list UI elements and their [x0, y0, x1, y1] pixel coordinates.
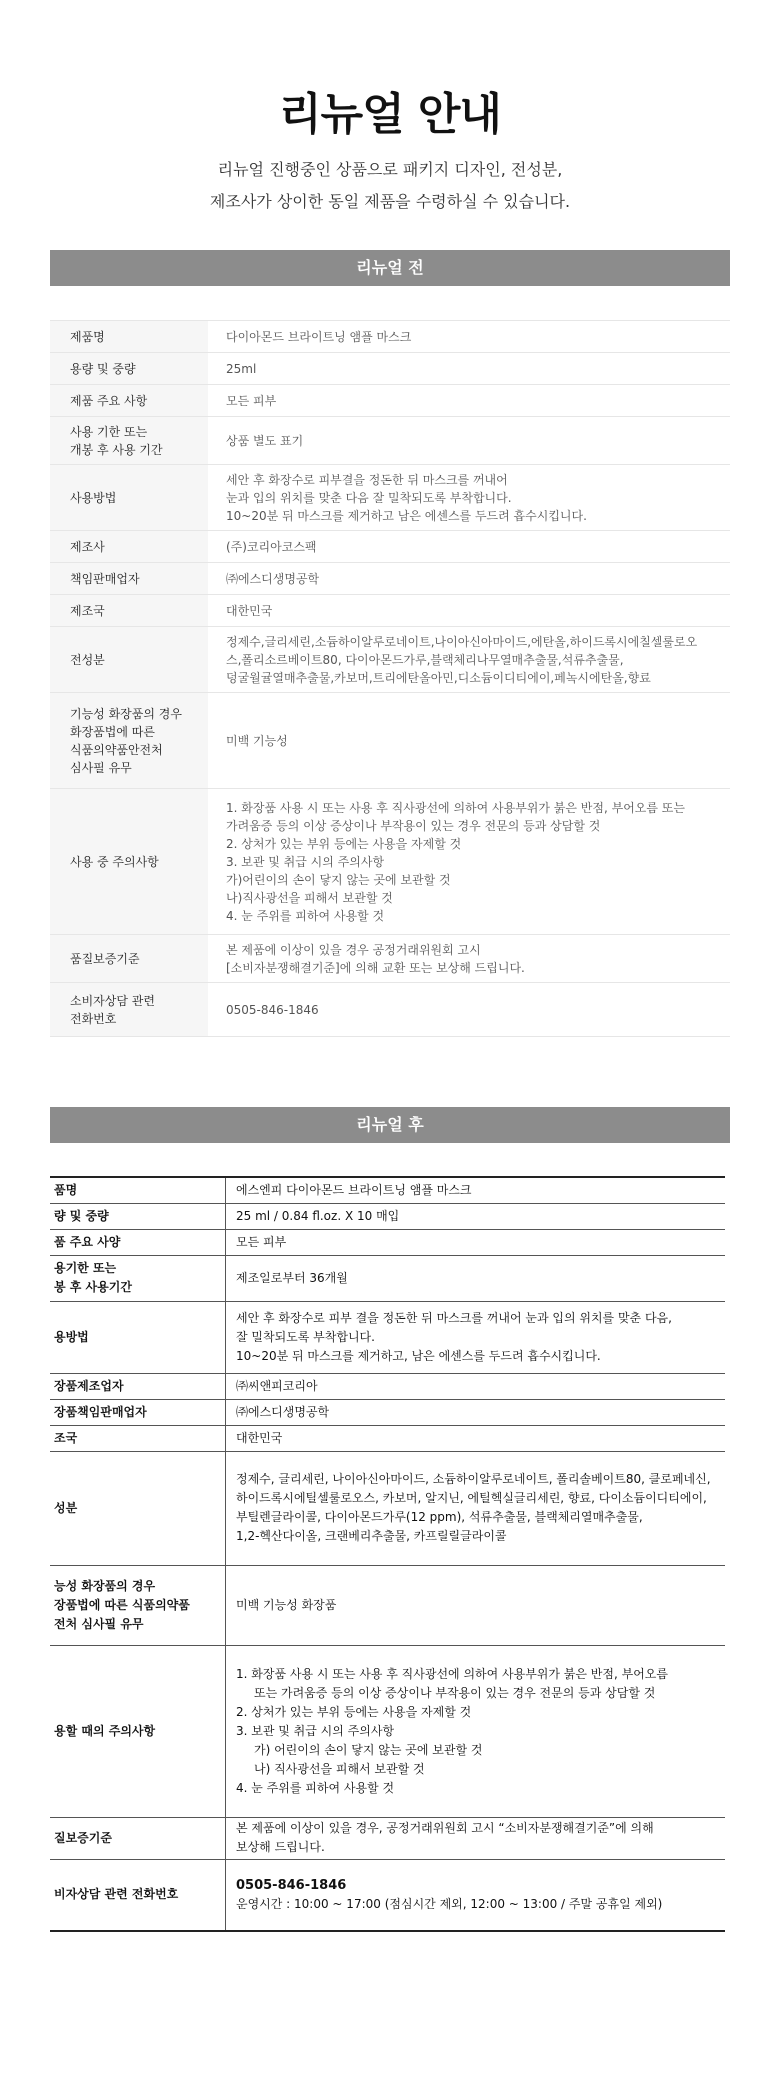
value-line: 1,2-헥산다이올, 크랜베리추출물, 카프릴릴글라이콜 [236, 1529, 507, 1543]
value-line: 모든 피부 [236, 1234, 287, 1249]
row-value [208, 531, 730, 563]
table-row [50, 1203, 725, 1229]
row-value [208, 693, 730, 789]
row-label [50, 1301, 226, 1373]
row-label [50, 693, 208, 789]
label-line: 책임판매업자 [70, 571, 140, 586]
value-line: 부틸렌글라이콜, 다이아몬드가루(12 ppm), 석류추출물, 블랙체리열매추출물, [236, 1510, 643, 1524]
row-label [50, 789, 208, 935]
table-row [50, 465, 730, 531]
row-value [226, 1645, 726, 1817]
label-line: 사용 기한 또는 [70, 424, 148, 439]
value-line: 정제수, 글리세린, 나이아신아마이드, 소듐하이알루로네이트, 폴리솔베이트80, 클로페네신, [236, 1472, 711, 1486]
value-line: 나) 직사광선을 피해서 보관할 것 [254, 1761, 425, 1776]
value-line: 3. 보관 및 취급 시의 주의사항 [236, 1723, 395, 1738]
row-label [50, 563, 208, 595]
table-row [50, 1301, 725, 1373]
table-row [50, 531, 730, 563]
row-value [208, 417, 730, 465]
table-row [50, 417, 730, 465]
row-value [226, 1301, 726, 1373]
label-line: 능성 화장품의 경우 [54, 1578, 156, 1593]
value-line: 본 제품에 이상이 있을 경우 공정거래위원회 고시 [226, 942, 481, 957]
label-line: 조국 [54, 1430, 78, 1445]
row-value [226, 1425, 726, 1451]
value-line: 대한민국 [226, 603, 273, 618]
label-line: 용방법 [54, 1329, 89, 1344]
table-row [50, 1373, 725, 1399]
table-row [50, 693, 730, 789]
value-line: 세안 후 화장수로 피부 결을 정돈한 뒤 마스크를 꺼내어 눈과 입의 위치를 맞춘 다음, [236, 1310, 672, 1325]
value-line: 25ml [226, 361, 257, 376]
value-line: 에스엔피 다이아몬드 브라이트닝 앰플 마스크 [236, 1182, 472, 1197]
value-line: 가) 어린이의 손이 닿지 않는 곳에 보관할 것 [254, 1742, 483, 1757]
value-line: ㈜에스디생명공학 [236, 1404, 330, 1419]
value-line: 잘 밀착되도록 부착합니다. [236, 1329, 375, 1344]
table-row [50, 1255, 725, 1301]
row-label [50, 531, 208, 563]
value-line: 눈과 입의 위치를 맞춘 다음 잘 밀착되도록 부착합니다. [226, 490, 512, 505]
value-line: 미백 기능성 화장품 [236, 1597, 337, 1612]
table-row [50, 385, 730, 417]
row-value [208, 321, 730, 353]
label-line: 심사필 유무 [70, 760, 132, 775]
value-line: 0505-846-1846 [226, 1002, 319, 1017]
label-line: 식품의약품안전처 [70, 742, 163, 757]
value-line: 덩굴월귤열매추출물,카보머,트리에탄올아민,디소듐이디티에이,페녹시에탄올,향료 [226, 670, 651, 685]
intro-line: 리뉴얼 진행중인 상품으로 패키지 디자인, 전성분, [217, 160, 563, 179]
row-value [208, 789, 730, 935]
table-row [50, 983, 730, 1037]
after-info-table [50, 1176, 725, 1932]
row-label [50, 1399, 226, 1425]
value-line: 3. 보관 및 취급 시의 주의사항 [226, 854, 385, 869]
row-value [226, 1229, 726, 1255]
label-line: 제품명 [70, 329, 105, 344]
label-line: 량 및 중량 [54, 1208, 109, 1223]
label-line: 제조사 [70, 539, 105, 554]
value-line: 2. 상처가 있는 부위 등에는 사용을 자제할 것 [226, 836, 462, 851]
value-line: 상품 별도 표기 [226, 433, 304, 448]
table-row [50, 1451, 725, 1565]
value-line: 25 ml / 0.84 fl.oz. X 10 매입 [236, 1208, 400, 1223]
row-label [50, 353, 208, 385]
label-line: 품 주요 사양 [54, 1234, 121, 1249]
row-label [50, 1255, 226, 1301]
label-line: 용량 및 중량 [70, 361, 136, 376]
value-line: ㈜씨앤피코리아 [236, 1378, 318, 1393]
value-line: 4. 눈 주위를 피하여 사용할 것 [226, 908, 385, 923]
intro-line: 제조사가 상이한 동일 제품을 수령하실 수 있습니다. [209, 192, 571, 211]
row-value [226, 1203, 726, 1229]
value-line: 10~20분 뒤 마스크를 제거하고 남은 에센스를 두드려 흡수시킵니다. [226, 508, 587, 523]
value-line: 4. 눈 주위를 피하여 사용할 것 [236, 1780, 395, 1795]
row-value [208, 983, 730, 1037]
page-title: 리뉴얼 안내 [279, 89, 501, 140]
row-label [50, 935, 208, 983]
value-line: 1. 화장품 사용 시 또는 사용 후 직사광선에 의하여 사용부위가 붉은 반점, 부어오름 또는 [226, 800, 685, 815]
value-line: 본 제품에 이상이 있을 경우, 공정거래위원회 고시 “소비자분쟁해결기준”에 의해 [236, 1821, 654, 1835]
row-label [50, 1203, 226, 1229]
value-line: 운영시간 : 10:00 ~ 17:00 (점심시간 제외, 12:00 ~ 13:00 / 주말 공휴일 제외) [236, 1896, 663, 1911]
label-line: 사용 중 주의사항 [70, 854, 159, 869]
row-value [208, 465, 730, 531]
row-value [226, 1399, 726, 1425]
row-value [208, 353, 730, 385]
table-row [50, 1859, 725, 1931]
value-line: 가려움증 등의 이상 증상이나 부작용이 있는 경우 전문의 등과 상담할 것 [226, 818, 601, 833]
label-line: 제조국 [70, 603, 105, 618]
table-row [50, 1177, 725, 1203]
label-line: 전처 심사필 유무 [54, 1616, 144, 1631]
row-value [208, 385, 730, 417]
table-row [50, 563, 730, 595]
row-label [50, 1451, 226, 1565]
table-row [50, 1817, 725, 1859]
row-label [50, 385, 208, 417]
value-line: 제조일로부터 36개월 [236, 1270, 348, 1285]
table-row [50, 789, 730, 935]
label-line: 봉 후 사용기간 [54, 1280, 132, 1294]
row-label [50, 1859, 226, 1931]
value-line: 1. 화장품 사용 시 또는 사용 후 직사광선에 의하여 사용부위가 붉은 반점, 부어오름 [236, 1666, 668, 1681]
row-label [50, 983, 208, 1037]
section-header-after: 리뉴얼 후 [50, 1107, 730, 1143]
label-line: 제품 주요 사항 [70, 393, 148, 408]
table-row [50, 1229, 725, 1255]
before-info-table [50, 320, 730, 1037]
table-row [50, 1645, 725, 1817]
label-line: 비자상담 관련 전화번호 [54, 1887, 179, 1902]
row-label [50, 321, 208, 353]
row-label [50, 595, 208, 627]
label-line: 기능성 화장품의 경우 [70, 706, 182, 721]
value-line: [소비자분쟁해결기준]에 의해 교환 또는 보상해 드립니다. [226, 960, 525, 975]
value-line: 나)직사광선을 피해서 보관할 것 [226, 890, 393, 905]
row-label [50, 417, 208, 465]
row-label [50, 1645, 226, 1817]
table-row [50, 1399, 725, 1425]
row-value [226, 1177, 726, 1203]
row-value [208, 627, 730, 693]
value-line: 가)어린이의 손이 닿지 않는 곳에 보관할 것 [226, 872, 451, 887]
row-value [226, 1255, 726, 1301]
intro-text [0, 154, 780, 218]
label-line: 화장품법에 따른 [70, 724, 155, 739]
row-value [226, 1565, 726, 1645]
row-value [226, 1859, 726, 1931]
row-value [226, 1451, 726, 1565]
row-label [50, 1565, 226, 1645]
value-line: 하이드록시에틸셀룰로오스, 카보머, 알지닌, 에틸헥실글리세린, 향료, 다이소듐이디티에이, [236, 1491, 707, 1505]
table-row [50, 321, 730, 353]
label-line: 장품법에 따른 식품의약품 [54, 1597, 190, 1612]
value-line: 모든 피부 [226, 393, 277, 408]
value-line: 정제수,글리세린,소듐하이알루로네이트,나이아신아마이드,에탄올,하이드록시에칠셀룰로오 [226, 634, 698, 649]
row-value [208, 935, 730, 983]
row-value [226, 1817, 726, 1859]
label-line: 성분 [54, 1500, 78, 1515]
value-line: 0505-846-1846 [236, 1877, 347, 1893]
label-line: 용할 때의 주의사항 [54, 1723, 156, 1738]
row-label [50, 627, 208, 693]
value-line: ㈜에스디생명공학 [226, 571, 320, 586]
table-row [50, 353, 730, 385]
table-row [50, 1565, 725, 1645]
table-row [50, 627, 730, 693]
value-line: 대한민국 [236, 1430, 283, 1445]
row-label [50, 1373, 226, 1399]
label-line: 전성분 [70, 652, 105, 667]
label-line: 장품제조업자 [54, 1378, 124, 1393]
label-line: 개봉 후 사용 기간 [70, 442, 163, 457]
label-line: 사용방법 [70, 490, 117, 505]
label-line: 장품책임판매업자 [54, 1404, 147, 1419]
label-line: 용기한 또는 [54, 1261, 117, 1275]
label-line: 품명 [54, 1182, 78, 1197]
value-line: 2. 상처가 있는 부위 등에는 사용을 자제할 것 [236, 1704, 472, 1719]
value-line: 보상해 드립니다. [236, 1840, 325, 1854]
value-line: 미백 기능성 [226, 733, 288, 748]
label-line: 소비자상담 관련 [70, 993, 155, 1008]
row-label [50, 1177, 226, 1203]
value-line: (주)코리아코스팩 [226, 539, 317, 554]
table-row [50, 595, 730, 627]
value-line: 세안 후 화장수로 피부결을 정돈한 뒤 마스크를 꺼내어 [226, 472, 508, 487]
row-label [50, 1229, 226, 1255]
label-line: 전화번호 [70, 1011, 117, 1026]
row-value [226, 1373, 726, 1399]
table-row [50, 935, 730, 983]
label-line: 질보증기준 [54, 1830, 112, 1845]
row-label [50, 1425, 226, 1451]
value-line: 또는 가려움증 등의 이상 증상이나 부작용이 있는 경우 전문의 등과 상담할 것 [254, 1685, 656, 1700]
row-value [208, 595, 730, 627]
row-label [50, 465, 208, 531]
value-line: 다이아몬드 브라이트닝 앰플 마스크 [226, 329, 412, 344]
table-row [50, 1425, 725, 1451]
row-label [50, 1817, 226, 1859]
value-line: 10~20분 뒤 마스크를 제거하고, 남은 에센스를 두드려 흡수시킵니다. [236, 1348, 601, 1363]
section-header-before: 리뉴얼 전 [50, 250, 730, 286]
row-value [208, 563, 730, 595]
value-line: 스,폴리소르베이트80, 다이아몬드가루,블랙체리나무열매추출물,석류추출물, [226, 652, 624, 667]
label-line: 품질보증기준 [70, 951, 140, 966]
